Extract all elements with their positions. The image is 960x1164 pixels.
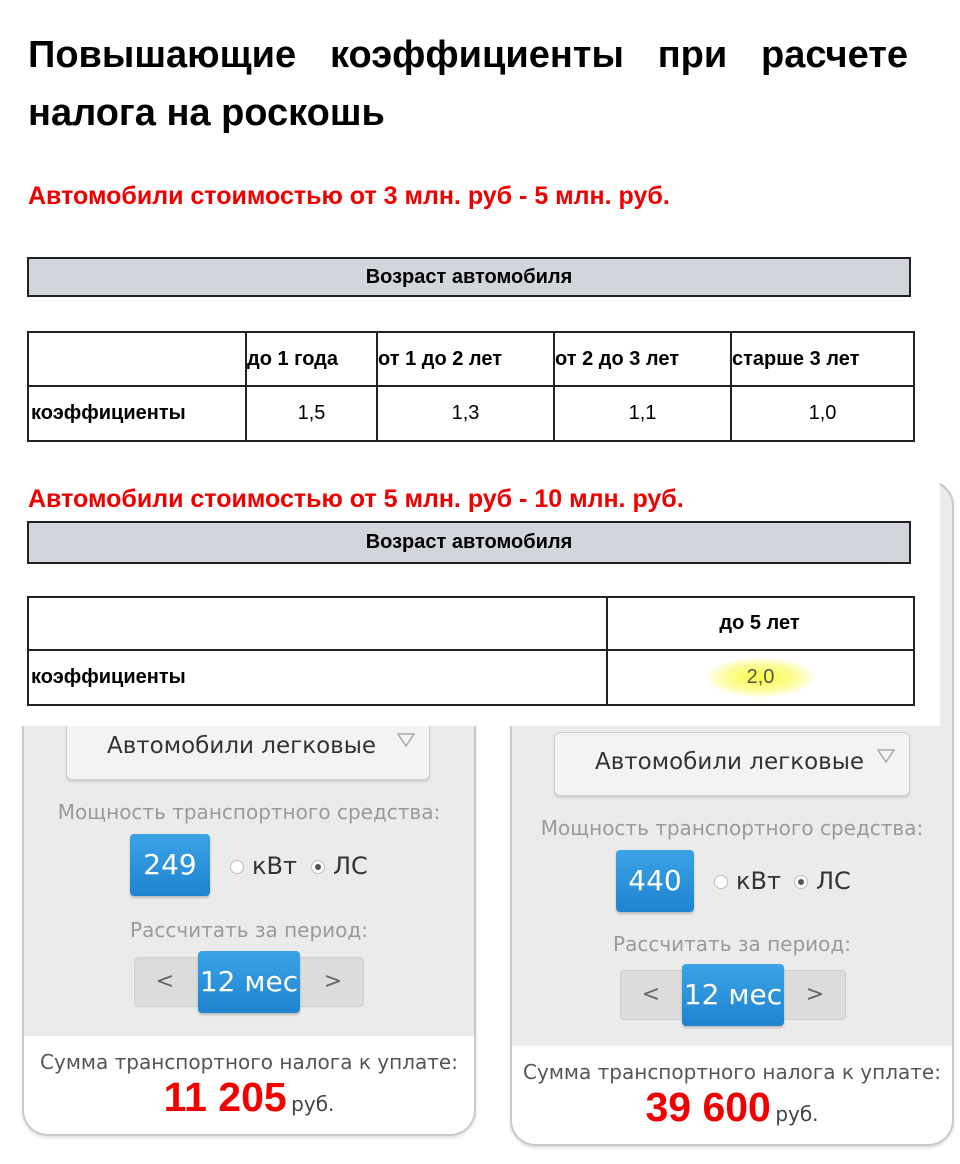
- column-header: до 5 лет: [607, 597, 914, 650]
- section1-age-header: Возраст автомобиля: [27, 257, 911, 297]
- vehicle-type-value: Автомобили легковые: [595, 749, 865, 775]
- tax-sum-label: Сумма транспортного налога к уплате:: [523, 1060, 941, 1084]
- tax-sum-label: Сумма транспортного налога к уплате:: [40, 1050, 458, 1074]
- section2-heading: Автомобили стоимостью от 5 млн. руб - 10 млн. руб.: [28, 485, 684, 513]
- section2-coef-table: [27, 596, 915, 706]
- power-input[interactable]: 249: [130, 834, 210, 896]
- table-cell: [607, 650, 914, 705]
- table-cell: 1,5: [246, 386, 377, 441]
- period-label: Рассчитать за период:: [130, 918, 368, 942]
- power-label: Мощность транспортного средства:: [540, 816, 924, 840]
- column-header: до 1 года: [246, 332, 377, 386]
- section1-heading: Автомобили стоимостью от 3 млн. руб - 5 млн. руб.: [28, 182, 670, 210]
- power-input[interactable]: 440: [616, 850, 694, 912]
- column-header: старше 3 лет: [731, 332, 914, 386]
- tax-sum-value: 11 205: [163, 1074, 287, 1120]
- tax-sum-currency: руб.: [775, 1102, 819, 1126]
- table-cell: 1,3: [377, 386, 554, 441]
- table-cell: 1,1: [554, 386, 731, 441]
- row-label: коэффициенты: [28, 386, 246, 441]
- unit-kw-label: кВт: [736, 867, 781, 895]
- highlighted-value: 2,0: [707, 658, 815, 697]
- table-corner-cell: [28, 597, 607, 650]
- vehicle-type-select[interactable]: [554, 732, 910, 796]
- page-title: Повышающие коэффициенты при расчете налога на роскошь: [28, 34, 908, 134]
- column-header: от 2 до 3 лет: [554, 332, 731, 386]
- section2-age-header: Возраст автомобиля: [27, 521, 911, 564]
- vehicle-type-value: Автомобили легковые: [107, 733, 377, 759]
- unit-kw-radio[interactable]: [714, 875, 728, 889]
- unit-kw-label: кВт: [252, 852, 297, 880]
- table-row: [28, 386, 914, 441]
- tax-sum-value: 39 600: [645, 1084, 771, 1130]
- unit-hp-label: ЛС: [816, 867, 851, 895]
- tax-sum-row: [512, 1084, 952, 1131]
- table-corner-cell: [28, 332, 246, 386]
- tax-sum-currency: руб.: [291, 1092, 335, 1116]
- period-value: 12 мес: [198, 951, 300, 1013]
- unit-hp-radio[interactable]: [794, 875, 808, 889]
- period-value: 12 мес: [682, 964, 784, 1026]
- section1-coef-table: [27, 331, 915, 442]
- dropdown-triangle-icon: [397, 727, 415, 753]
- power-label: Мощность транспортного средства:: [57, 800, 441, 824]
- table-row: [28, 650, 914, 705]
- period-next-button[interactable]: >: [323, 969, 343, 994]
- unit-hp-label: ЛС: [333, 852, 368, 880]
- period-prev-button[interactable]: <: [155, 969, 175, 994]
- period-label: Рассчитать за период:: [613, 932, 851, 956]
- tax-sum-row: [24, 1074, 474, 1121]
- tax-sum-panel: [512, 1046, 952, 1144]
- period-prev-button[interactable]: <: [641, 982, 661, 1007]
- column-header: от 1 до 2 лет: [377, 332, 554, 386]
- tax-calculator-left: [22, 690, 476, 1136]
- tax-sum-panel: [24, 1036, 474, 1134]
- unit-kw-radio[interactable]: [230, 860, 244, 874]
- unit-hp-radio[interactable]: [311, 860, 325, 874]
- row-label: коэффициенты: [28, 650, 607, 705]
- table-header-row: [28, 332, 914, 386]
- table-cell: 1,0: [731, 386, 914, 441]
- dropdown-triangle-icon: [877, 743, 895, 769]
- table-header-row: [28, 597, 914, 650]
- period-next-button[interactable]: >: [805, 982, 825, 1007]
